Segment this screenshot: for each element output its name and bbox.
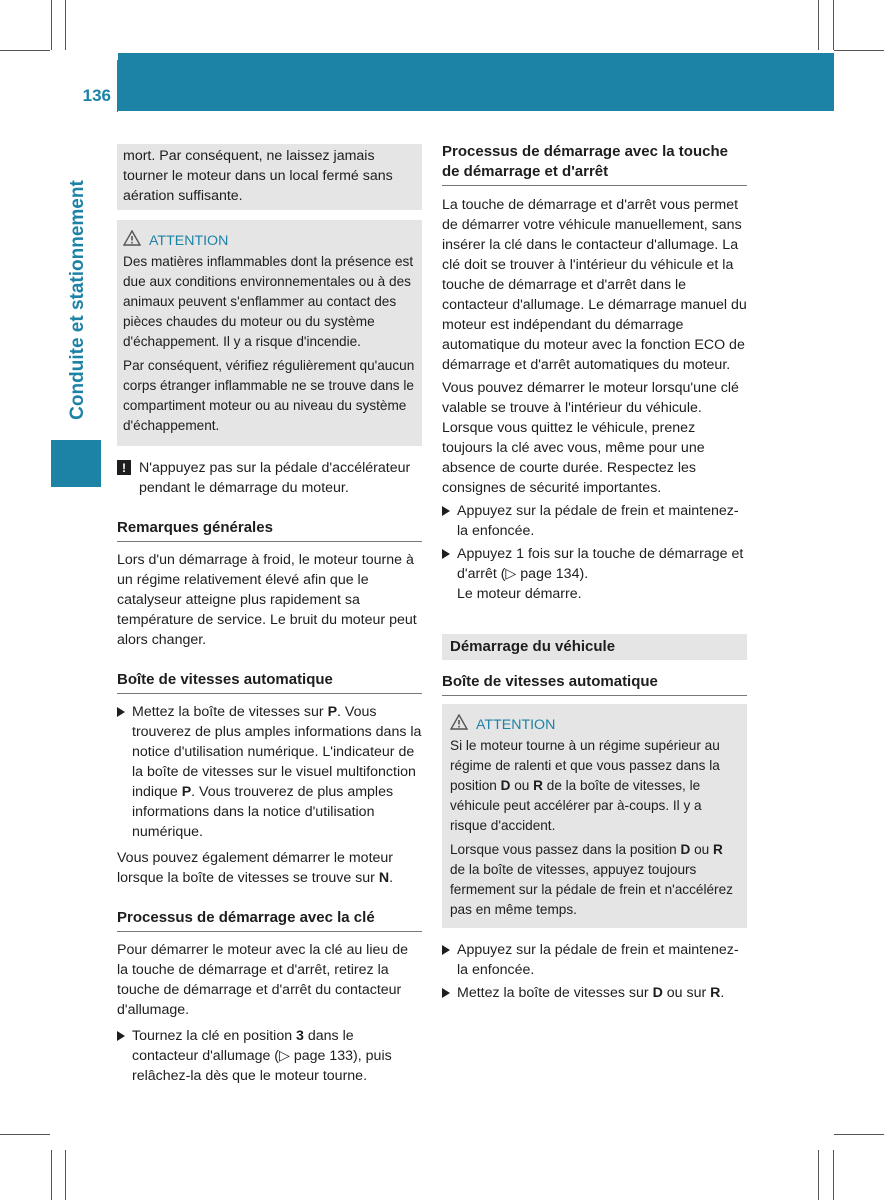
left-column (117, 144, 422, 1086)
section-heading: Processus de démarrage avec la clé (117, 908, 422, 932)
section-heading: Boîte de vitesses automatique (442, 672, 747, 696)
crop-mark (51, 1150, 52, 1200)
instruction-text: Appuyez 1 fois sur la touche de démarrage et d'arrêt (▷ page 134). Le moteur démarre. (457, 546, 744, 602)
warning-box (442, 704, 747, 928)
note-text: N'appuyez pas sur la pédale d'accélérateur pendant le démarrage du moteur. (139, 460, 411, 496)
side-tab-marker (51, 440, 101, 487)
crop-mark (51, 0, 52, 50)
warning-paragraph: Par conséquent, vérifiez régulièrement qu'aucun corps étranger inflammable ne se trouve dans le compartiment moteur ou au niveau du système d'échappement. (123, 358, 415, 433)
crop-mark (818, 0, 819, 50)
instruction-item (442, 501, 747, 541)
crop-mark (833, 0, 834, 50)
instruction-item (442, 544, 747, 604)
instruction-item (442, 983, 747, 1003)
instruction-result: Le moteur démarre. (457, 586, 582, 602)
side-section-title: Conduite et stationnement (67, 180, 88, 420)
instruction-text: Appuyez sur la pédale de frein et maintenez-la enfoncée. (457, 942, 739, 978)
bullet-arrow-icon (442, 988, 450, 998)
right-column (442, 142, 747, 1003)
section-bar: Démarrage du véhicule (442, 634, 747, 660)
bullet-arrow-icon (442, 506, 450, 516)
crop-mark (834, 1134, 884, 1135)
instruction-text: Appuyez sur la pédale de frein et maintenez-la enfoncée. (457, 503, 739, 539)
warning-box (117, 220, 422, 446)
warning-paragraph: Si le moteur tourne à un régime supérieur au régime de ralenti et que vous passez dans la position D ou R de la boîte de vitesses, le véhicule peut accélérer par à-coups. Il y a risque d'accident. (450, 738, 720, 833)
paragraph: Pour démarrer le moteur avec la clé au lieu de la touche de démarrage et d'arrêt, retirez la touche de démarrage et d'arrêt du contacteur d'allumage. (117, 942, 408, 1018)
warning-paragraph: Des matières inflammables dont la présence est due aux conditions environnementales ou à des animaux peuvent s'enflammer au contact des pièces chaudes du moteur ou du système d'échappement. Il y a risque d'incendie. (123, 254, 414, 349)
crop-mark (0, 50, 50, 51)
warning-triangle-icon (123, 230, 141, 252)
warning-triangle-icon (450, 714, 468, 736)
instruction-item (442, 940, 747, 980)
section-heading: Remarques générales (117, 518, 422, 542)
exclamation-icon: ! (117, 460, 131, 475)
paragraph: Vous pouvez démarrer le moteur lorsqu'une clé valable se trouve à l'intérieur du véhicule. Lorsque vous quittez le véhicule, prenez toujours la clé avec vous, même pour une absence de courte durée. Respectez les consignes de sécurité importantes. (442, 380, 739, 496)
intro-text: mort. Par conséquent, ne laissez jamais tourner le moteur dans un local fermé sans aération suffisante. (123, 148, 393, 204)
crop-mark (818, 1150, 819, 1200)
instruction-text: Tournez la clé en position 3 dans le contacteur d'allumage (▷ page 133), puis relâchez-la dès que le moteur tourne. (132, 1028, 392, 1084)
bullet-arrow-icon (442, 945, 450, 955)
crop-mark (834, 50, 884, 51)
section-heading: Boîte de vitesses automatique (117, 670, 422, 694)
instruction-item (117, 702, 422, 842)
warning-paragraph: Lorsque vous passez dans la position D ou R de la boîte de vitesses, appuyez toujours fermement sur la pédale de frein et n'accélérez pas en même temps. (450, 842, 733, 917)
instruction-item (117, 1026, 422, 1086)
warning-header (450, 714, 741, 736)
instruction-text: Mettez la boîte de vitesses sur D ou sur R. (457, 985, 725, 1001)
instruction-text: Mettez la boîte de vitesses sur P. Vous trouverez de plus amples informations dans la notice d'utilisation numérique. L'indicateur de la boîte de vitesses sur le visuel multifonction indique P. Vous trouverez de plus amples informations dans la notice d'utilisation numérique. (132, 704, 422, 840)
warning-label: ATTENTION (149, 233, 229, 249)
header-separator (117, 60, 118, 112)
crop-mark (65, 0, 66, 50)
crop-mark (65, 1150, 66, 1200)
bullet-arrow-icon (442, 549, 450, 559)
bullet-arrow-icon (117, 707, 125, 717)
page-number: 136 (82, 86, 111, 105)
note-item (117, 458, 422, 498)
chapter-title: Conduite (128, 84, 211, 105)
intro-box (117, 144, 422, 210)
warning-header (123, 230, 416, 252)
paragraph: La touche de démarrage et d'arrêt vous permet de démarrer votre véhicule manuellement, sans insérer la clé dans le contacteur d'allumage. La clé doit se trouver à l'intérieur du véhicule et la touche de démarrage et d'arrêt dans le contacteur d'allumage. Le démarrage manuel du moteur est indépendant du démarrage automatique du moteur avec la fonction ECO de démarrage et d'arrêt automatiques du moteur. (442, 197, 747, 373)
warning-label: ATTENTION (476, 717, 556, 733)
bullet-arrow-icon (117, 1031, 125, 1041)
section-heading: Processus de démarrage avec la touche de démarrage et d'arrêt (442, 142, 747, 186)
crop-mark (0, 1134, 50, 1135)
header-bar (118, 53, 834, 111)
paragraph: Lors d'un démarrage à froid, le moteur tourne à un régime relativement élevé afin que le catalyseur atteigne plus rapidement sa température de service. Le bruit du moteur peut alors changer. (117, 552, 417, 648)
paragraph: Vous pouvez également démarrer le moteur lorsque la boîte de vitesses se trouve sur N. (117, 850, 394, 886)
crop-mark (833, 1150, 834, 1200)
